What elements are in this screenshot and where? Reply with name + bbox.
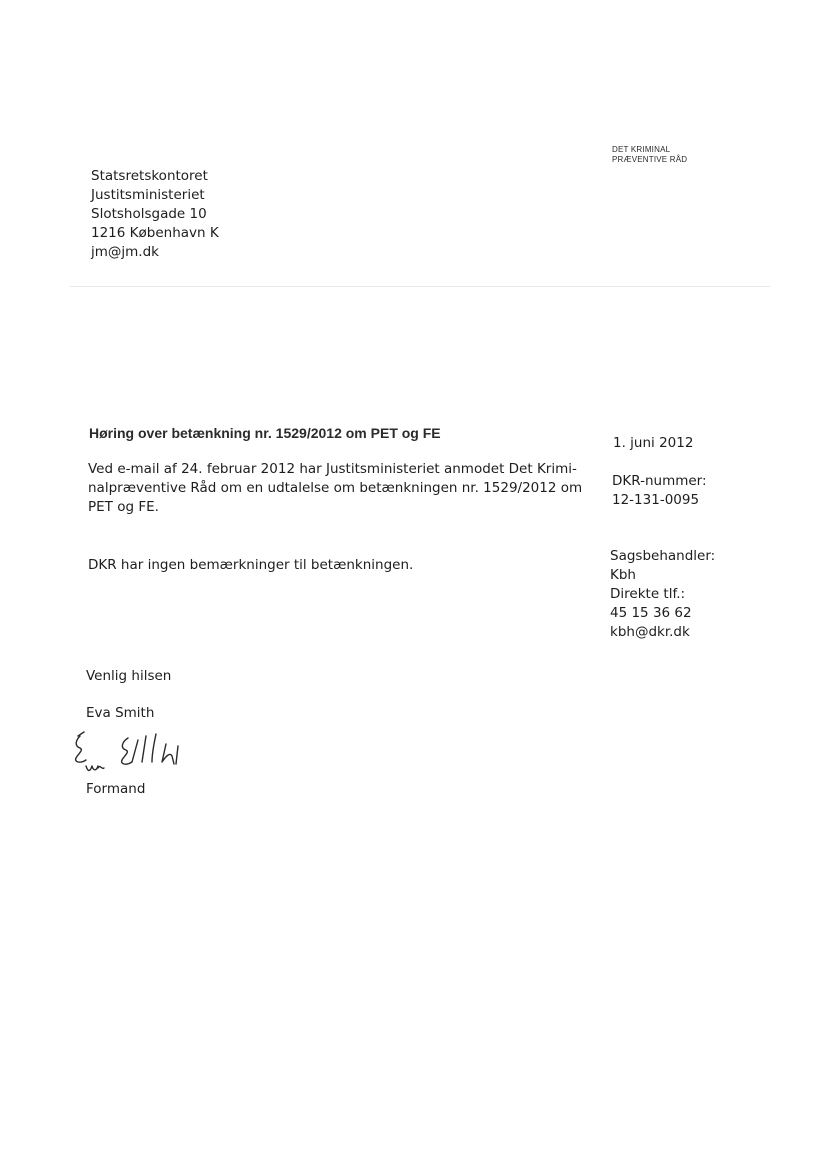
paragraph-line: PET og FE. [88, 499, 159, 515]
logo-line-2: PRÆVENTIVE RÅD [612, 155, 688, 164]
closing-greeting: Venlig hilsen [86, 668, 172, 684]
phone-label: Direkte tlf.: [610, 586, 686, 602]
dkr-number-block [612, 472, 707, 510]
letter-paragraph-1 [88, 460, 594, 517]
phone-value: 45 15 36 62 [610, 605, 692, 621]
recipient-city: 1216 København K [91, 225, 219, 241]
signer-role: Formand [86, 781, 146, 797]
dkr-number-value: 12-131-0095 [612, 492, 700, 508]
paragraph-line: Ved e-mail af 24. februar 2012 har Justitsministeriet anmodet Det Krimi- [88, 461, 577, 477]
handwritten-signature [66, 726, 196, 782]
recipient-email: jm@jm.dk [91, 244, 159, 260]
signer-name: Eva Smith [86, 705, 155, 721]
recipient-street: Slotsholsgade 10 [91, 206, 207, 222]
paragraph-line: nalpræventive Råd om en udtalelse om betænkningen nr. 1529/2012 om [88, 480, 583, 496]
logo-line-1: DET KRIMINAL [612, 145, 671, 154]
recipient-ministry: Justitsministeriet [91, 187, 205, 203]
recipient-address [91, 167, 219, 262]
organization-logo [612, 145, 722, 165]
contact-block [610, 547, 715, 642]
dkr-number-label: DKR-nummer: [612, 473, 707, 489]
contact-email: kbh@dkr.dk [610, 624, 690, 640]
case-handler-label: Sagsbehandler: [610, 548, 716, 564]
case-handler-value: Kbh [610, 567, 636, 583]
recipient-office: Statsretskontoret [91, 168, 208, 184]
letter-date: 1. juni 2012 [613, 435, 694, 451]
letter-paragraph-2: DKR har ingen bemærkninger til betænkningen. [88, 557, 414, 573]
letter-heading: Høring over betænkning nr. 1529/2012 om PET og FE [89, 425, 441, 441]
scan-divider [70, 286, 770, 287]
